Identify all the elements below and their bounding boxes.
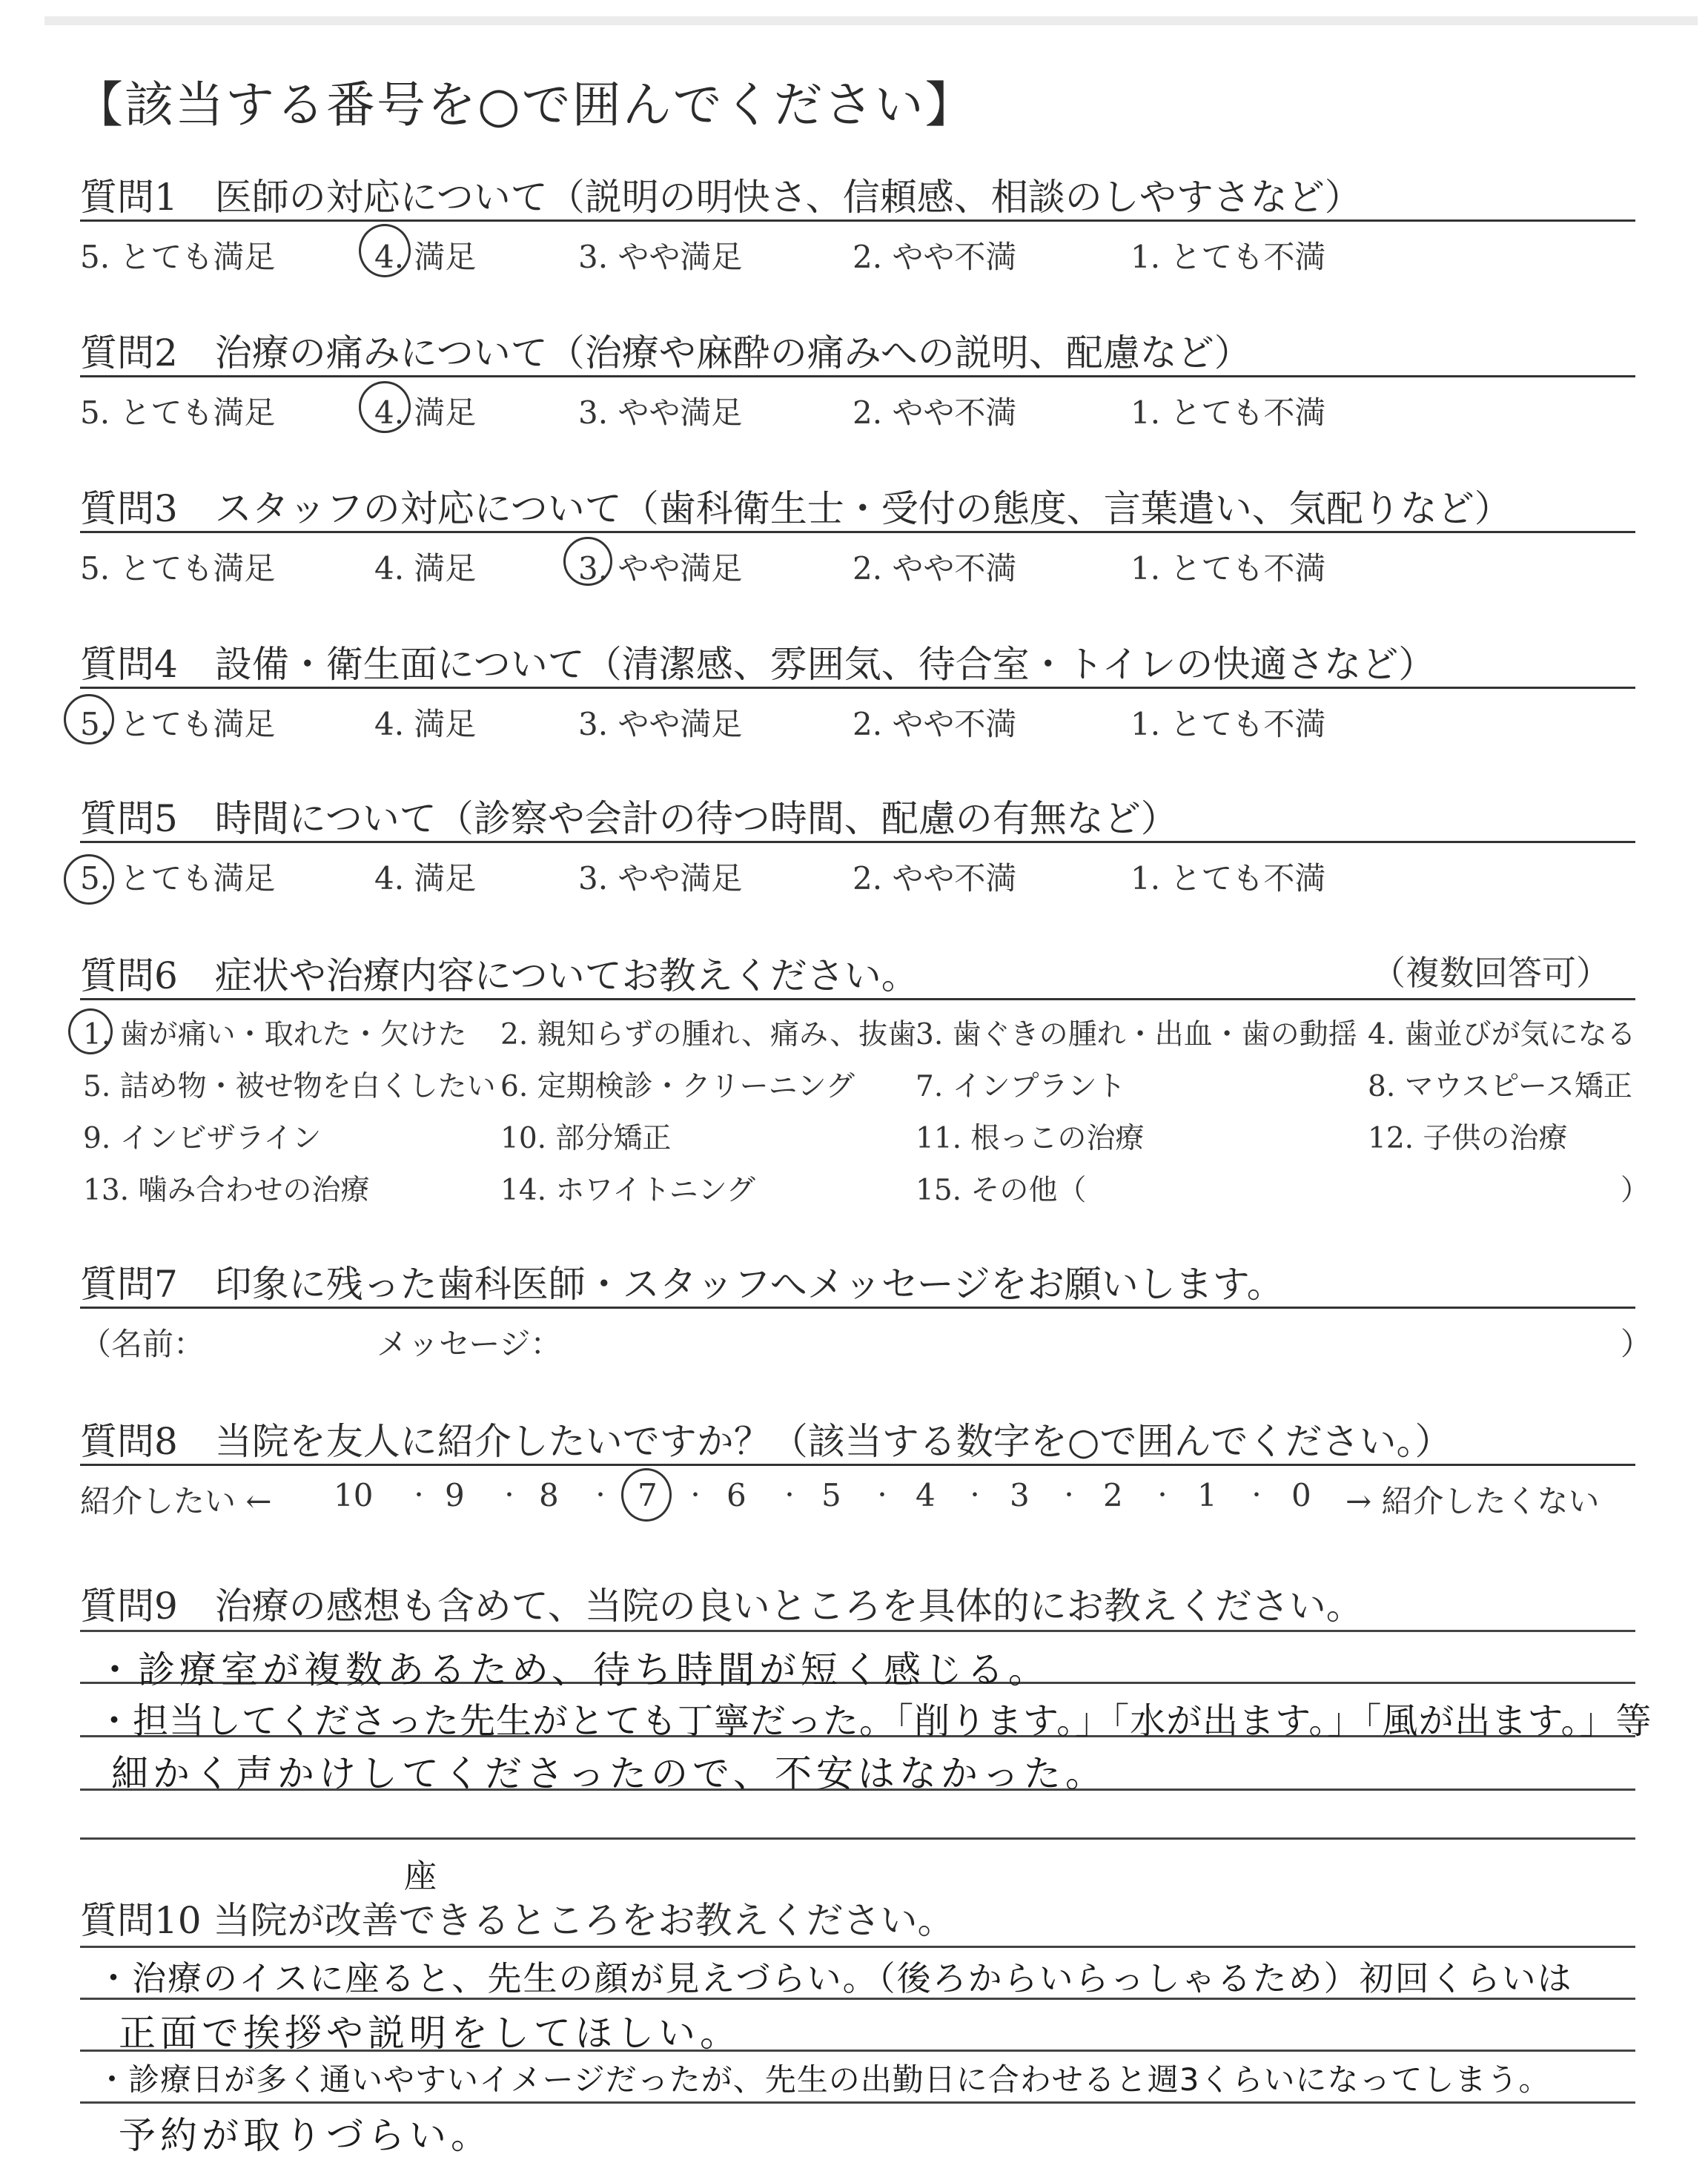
q2-answer-circle: [359, 381, 411, 433]
q6-item-8[interactable]: 8. マウスピース矯正: [1368, 1070, 1632, 1103]
q6-item-11[interactable]: 11. 根っこの治療: [916, 1122, 1145, 1155]
question-2-title: 質問2 治療の痛みについて（治療や麻酔の痛みへの説明、配慮など）: [80, 331, 1251, 374]
q10-answer-line-4: 予約が取りづらい。: [119, 2114, 492, 2157]
q5-option-3[interactable]: 3. やや満足: [578, 860, 743, 896]
q8-left-label: 紹介したい ←: [80, 1483, 272, 1519]
q10-answer-line-1: ・治療のイスに座ると、先生の顔が見えづらい。（後ろからいらっしゃるため）初回くらいは: [96, 1958, 1573, 1998]
q10-answer-line-3: ・診療日が多く通いやすいイメージだったが、先生の出勤日に合わせると週3くらいになってしまう。: [96, 2061, 1551, 2098]
q2-option-4[interactable]: 4. 満足: [374, 394, 477, 431]
q1-option-3[interactable]: 3. やや満足: [578, 239, 743, 275]
question-1-title: 質問1 医師の対応について（説明の明快さ、信頼感、相談のしやすさなど）: [80, 176, 1362, 219]
q10-answer-line-2: 正面で挨拶や説明をしてほしい。: [119, 2012, 741, 2055]
q10-answer-rule: [80, 2101, 1635, 2104]
question-8-rule: [80, 1464, 1635, 1466]
question-1: [0, 168, 1708, 316]
q8-number-6[interactable]: 6: [726, 1477, 747, 1513]
q7-message-label: メッセージ：: [377, 1326, 562, 1362]
q6-item-4[interactable]: 4. 歯並びが気になる: [1368, 1018, 1636, 1051]
q9-answer-rule: [80, 1630, 1635, 1632]
q3-option-3[interactable]: 3. やや満足: [578, 550, 743, 587]
scan-edge: [44, 16, 1698, 25]
question-7-rule: [80, 1307, 1635, 1309]
q6-item-6[interactable]: 6. 定期検診・クリーニング: [500, 1070, 855, 1103]
q8-number-1[interactable]: 1: [1197, 1477, 1217, 1513]
q6-item-15[interactable]: 15. その他（: [916, 1174, 1087, 1207]
question-6-note: （複数回答可）: [1371, 953, 1610, 993]
q5-answer-circle: [64, 854, 114, 905]
q3-answer-circle: [563, 537, 612, 586]
q10-answer-rule: [80, 1946, 1635, 1948]
q8-number-8[interactable]: 8: [539, 1477, 559, 1513]
q8-answer-circle: [621, 1468, 672, 1522]
q6-item-15-close: ）: [1621, 1174, 1650, 1207]
q6-answer-circle: [68, 1008, 113, 1054]
q8-number-0[interactable]: 0: [1291, 1477, 1311, 1513]
q1-option-1[interactable]: 1. とても不満: [1131, 239, 1326, 275]
q9-answer-line-3: 細かく声かけしてくださったので、不安はなかった。: [111, 1752, 1107, 1795]
question-5: [0, 789, 1708, 937]
question-7-title: 質問7 印象に残った歯科医師・スタッフへメッセージをお願いします。: [80, 1263, 1284, 1306]
q2-option-5[interactable]: 5. とても満足: [80, 394, 276, 431]
question-3-title: 質問3 スタッフの対応について（歯科衛生士・受付の態度、言葉遣い、気配りなど）: [80, 487, 1512, 530]
question-2: [0, 323, 1708, 472]
q4-answer-circle: [64, 694, 114, 744]
question-4-rule: [80, 687, 1635, 689]
question-8: [0, 1412, 1708, 1530]
q8-dot: ・: [1058, 1483, 1080, 1509]
q9-answer-line-2: ・担当してくださった先生がとても丁寧だった。「削ります。」「水が出ます。」「風が出ます。」等: [96, 1700, 1652, 1742]
q8-right-label: → 紹介したくない: [1345, 1483, 1600, 1519]
q5-option-2[interactable]: 2. やや不満: [853, 860, 1017, 896]
q8-number-7[interactable]: 7: [638, 1477, 658, 1513]
q5-option-1[interactable]: 1. とても不満: [1131, 860, 1326, 896]
question-9: [0, 1576, 1708, 1858]
q8-number-4[interactable]: 4: [916, 1477, 936, 1513]
q8-number-2[interactable]: 2: [1103, 1477, 1123, 1513]
q8-dot: ・: [1151, 1483, 1174, 1509]
question-1-rule: [80, 219, 1635, 222]
q8-number-10[interactable]: 10: [334, 1477, 374, 1513]
question-3: [0, 479, 1708, 627]
q8-dot: ・: [871, 1483, 893, 1509]
question-7: [0, 1255, 1708, 1373]
q6-item-3[interactable]: 3. 歯ぐきの腫れ・出血・歯の動揺: [916, 1018, 1357, 1051]
q9-answer-rule: [80, 1837, 1635, 1840]
q4-option-1[interactable]: 1. とても不満: [1131, 706, 1326, 742]
q8-number-5[interactable]: 5: [821, 1477, 841, 1513]
q4-option-5[interactable]: 5. とても満足: [80, 706, 276, 742]
q6-item-2[interactable]: 2. 親知らずの腫れ、痛み、抜歯: [500, 1018, 917, 1051]
q8-number-9[interactable]: 9: [445, 1477, 465, 1513]
question-9-title: 質問9 治療の感想も含めて、当院の良いところを具体的にお教えください。: [80, 1585, 1363, 1628]
q2-option-1[interactable]: 1. とても不満: [1131, 394, 1326, 431]
q8-dot: ・: [1245, 1483, 1268, 1509]
q6-item-5[interactable]: 5. 詰め物・被せ物を白くしたい: [83, 1070, 496, 1103]
q3-option-5[interactable]: 5. とても満足: [80, 550, 276, 587]
q8-dot: ・: [589, 1483, 612, 1509]
question-6-title: 質問6 症状や治療内容についてお教えください。: [80, 954, 918, 997]
q2-option-2[interactable]: 2. やや不満: [853, 394, 1017, 431]
q8-dot: ・: [778, 1483, 801, 1509]
q6-item-12[interactable]: 12. 子供の治療: [1368, 1122, 1568, 1155]
question-8-title: 質問8 当院を友人に紹介したいですか？（該当する数字を○で囲んでください。）: [80, 1420, 1452, 1463]
q6-item-13[interactable]: 13. 噛み合わせの治療: [83, 1174, 370, 1207]
question-3-rule: [80, 531, 1635, 533]
q6-item-7[interactable]: 7. インプラント: [916, 1070, 1126, 1103]
q8-dot: ・: [408, 1483, 430, 1509]
q1-option-4[interactable]: 4. 満足: [374, 239, 477, 275]
q8-dot: ・: [498, 1483, 520, 1509]
q6-item-14[interactable]: 14. ホワイトニング: [500, 1174, 755, 1207]
q6-item-9[interactable]: 9. インビザライン: [83, 1122, 322, 1155]
q5-option-5[interactable]: 5. とても満足: [80, 860, 276, 896]
q4-option-4[interactable]: 4. 満足: [374, 706, 477, 742]
q2-option-3[interactable]: 3. やや満足: [578, 394, 743, 431]
q3-option-2[interactable]: 2. やや不満: [853, 550, 1017, 587]
question-10-title: 質問10 当院が改善できるところをお教えください。: [80, 1899, 955, 1942]
q6-item-1[interactable]: 1. 歯が痛い・取れた・欠けた: [83, 1018, 467, 1051]
q5-option-4[interactable]: 4. 満足: [374, 860, 477, 896]
q8-dot: ・: [684, 1483, 706, 1509]
question-6: [0, 946, 1708, 1213]
question-10: [0, 1857, 1708, 2158]
q3-option-1[interactable]: 1. とても不満: [1131, 550, 1326, 587]
q8-dot: ・: [964, 1483, 986, 1509]
q10-insertion-mark: 座: [404, 1857, 437, 1895]
question-5-title: 質問5 時間について（診察や会計の待つ時間、配慮の有無など）: [80, 797, 1178, 840]
q1-option-5[interactable]: 5. とても満足: [80, 239, 276, 275]
form-heading: 【該当する番号を○で囲んでください】: [74, 76, 976, 133]
question-6-rule: [80, 998, 1635, 1000]
q3-option-4[interactable]: 4. 満足: [374, 550, 477, 587]
q7-name-label: （名前：: [80, 1326, 205, 1362]
q6-item-10[interactable]: 10. 部分矯正: [500, 1122, 672, 1155]
question-5-rule: [80, 841, 1635, 843]
question-2-rule: [80, 375, 1635, 377]
q1-answer-circle: [359, 224, 411, 277]
question-4-title: 質問4 設備・衛生面について（清潔感、雰囲気、待合室・トイレの快適さなど）: [80, 643, 1436, 686]
question-4: [0, 635, 1708, 783]
q4-option-3[interactable]: 3. やや満足: [578, 706, 743, 742]
q7-close-paren: ）: [1621, 1326, 1652, 1362]
q9-answer-line-1: ・診療室が複数あるため、待ち時間が短く感じる。: [96, 1648, 1050, 1691]
q8-number-3[interactable]: 3: [1010, 1477, 1030, 1513]
q1-option-2[interactable]: 2. やや不満: [853, 239, 1017, 275]
q4-option-2[interactable]: 2. やや不満: [853, 706, 1017, 742]
